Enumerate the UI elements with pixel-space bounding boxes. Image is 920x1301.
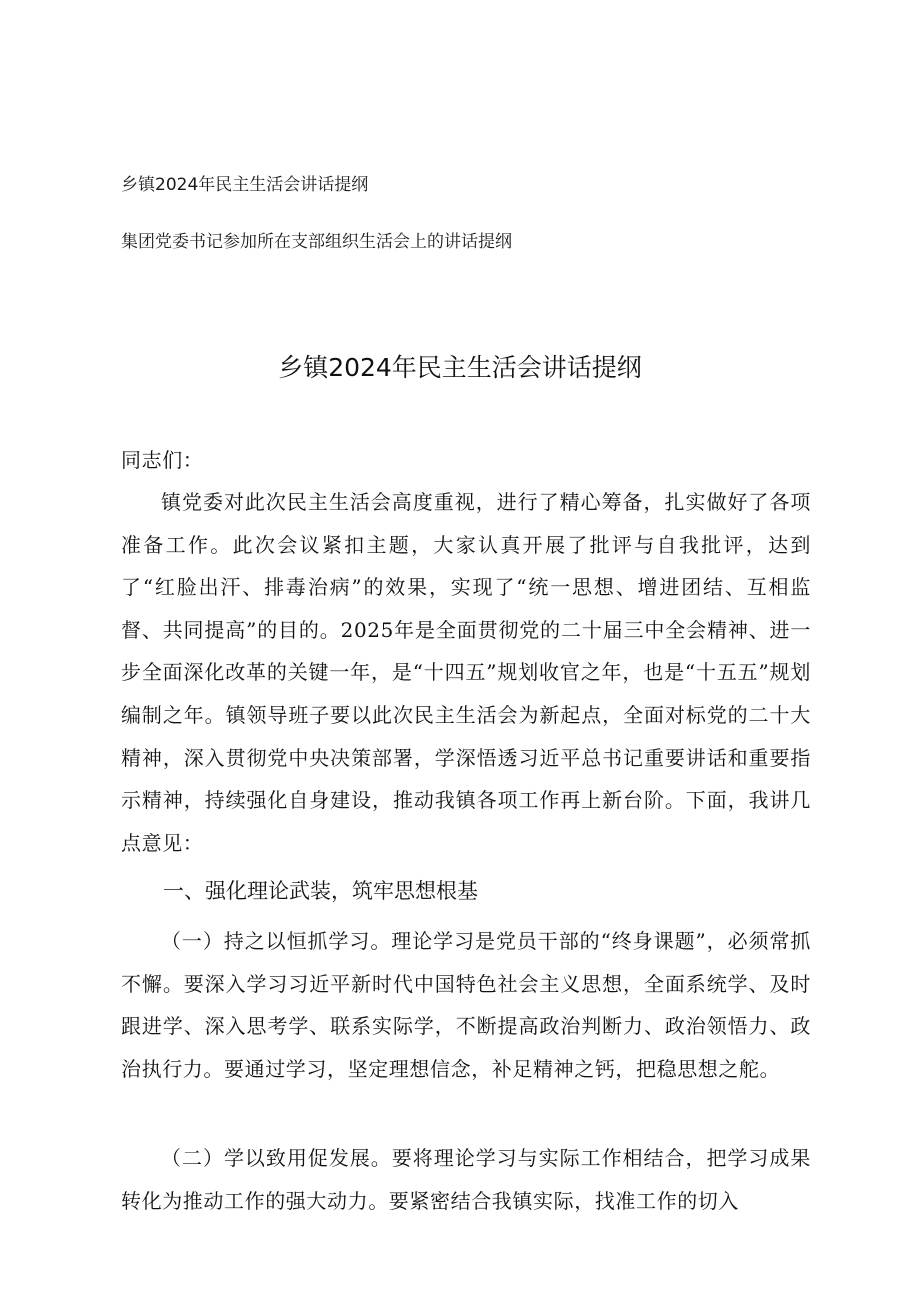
paragraph-intro: 镇党委对此次民主生活会高度重视，进行了精心筹备，扎实做好了各项准备工作。此次会议紧扣主题，大家认真开展了批评与自我批评，达到了“红脸出汗、排毒治病”的效果，实现了“统一思想、增进团结、互相监督、共同提高”的目的。2025年是全面贯彻党的二十届三中全会精神、进一步全面深化改革的关键一年，是“十四五”规划收官之年，也是“十五五”规划编制之年。镇领导班子要以此次民主生活会为新起点，全面对标党的二十大精神，深入贯彻党中央决策部署，学深悟透习近平总书记重要讲话和重要指示精神，持续强化自身建设，推动我镇各项工作再上新台阶。下面，我讲几点意见： (121, 490, 811, 855)
paragraph-apply: （二）学以致用促发展。要将理论学习与实际工作相结合，把学习成果转化为推动工作的强大动力。要紧密结合我镇实际，找准工作的切入 (121, 1146, 811, 1213)
paragraph-study: （一）持之以恒抓学习。理论学习是党员干部的“终身课题”，必须常抓不懈。要深入学习习近平新时代中国特色社会主义思想，全面系统学、及时跟进学、深入思考学、联系实际学，不断提高政治判断力、政治领悟力、政治执行力。要通过学习，坚定理想信念，补足精神之钙，把稳思想之舵。 (121, 929, 811, 1081)
document-title: 乡镇2024年民主生活会讲话提纲 (278, 353, 642, 382)
salutation: 同志们： (121, 448, 204, 472)
section-heading-1: 一、强化理论武装，筑牢思想根基 (163, 879, 478, 903)
toc-item-2[interactable]: 集团党委书记参加所在支部组织生活会上的讲话提纲 (121, 232, 512, 252)
toc-item-1[interactable]: 乡镇2024年民主生活会讲话提纲 (121, 175, 369, 195)
